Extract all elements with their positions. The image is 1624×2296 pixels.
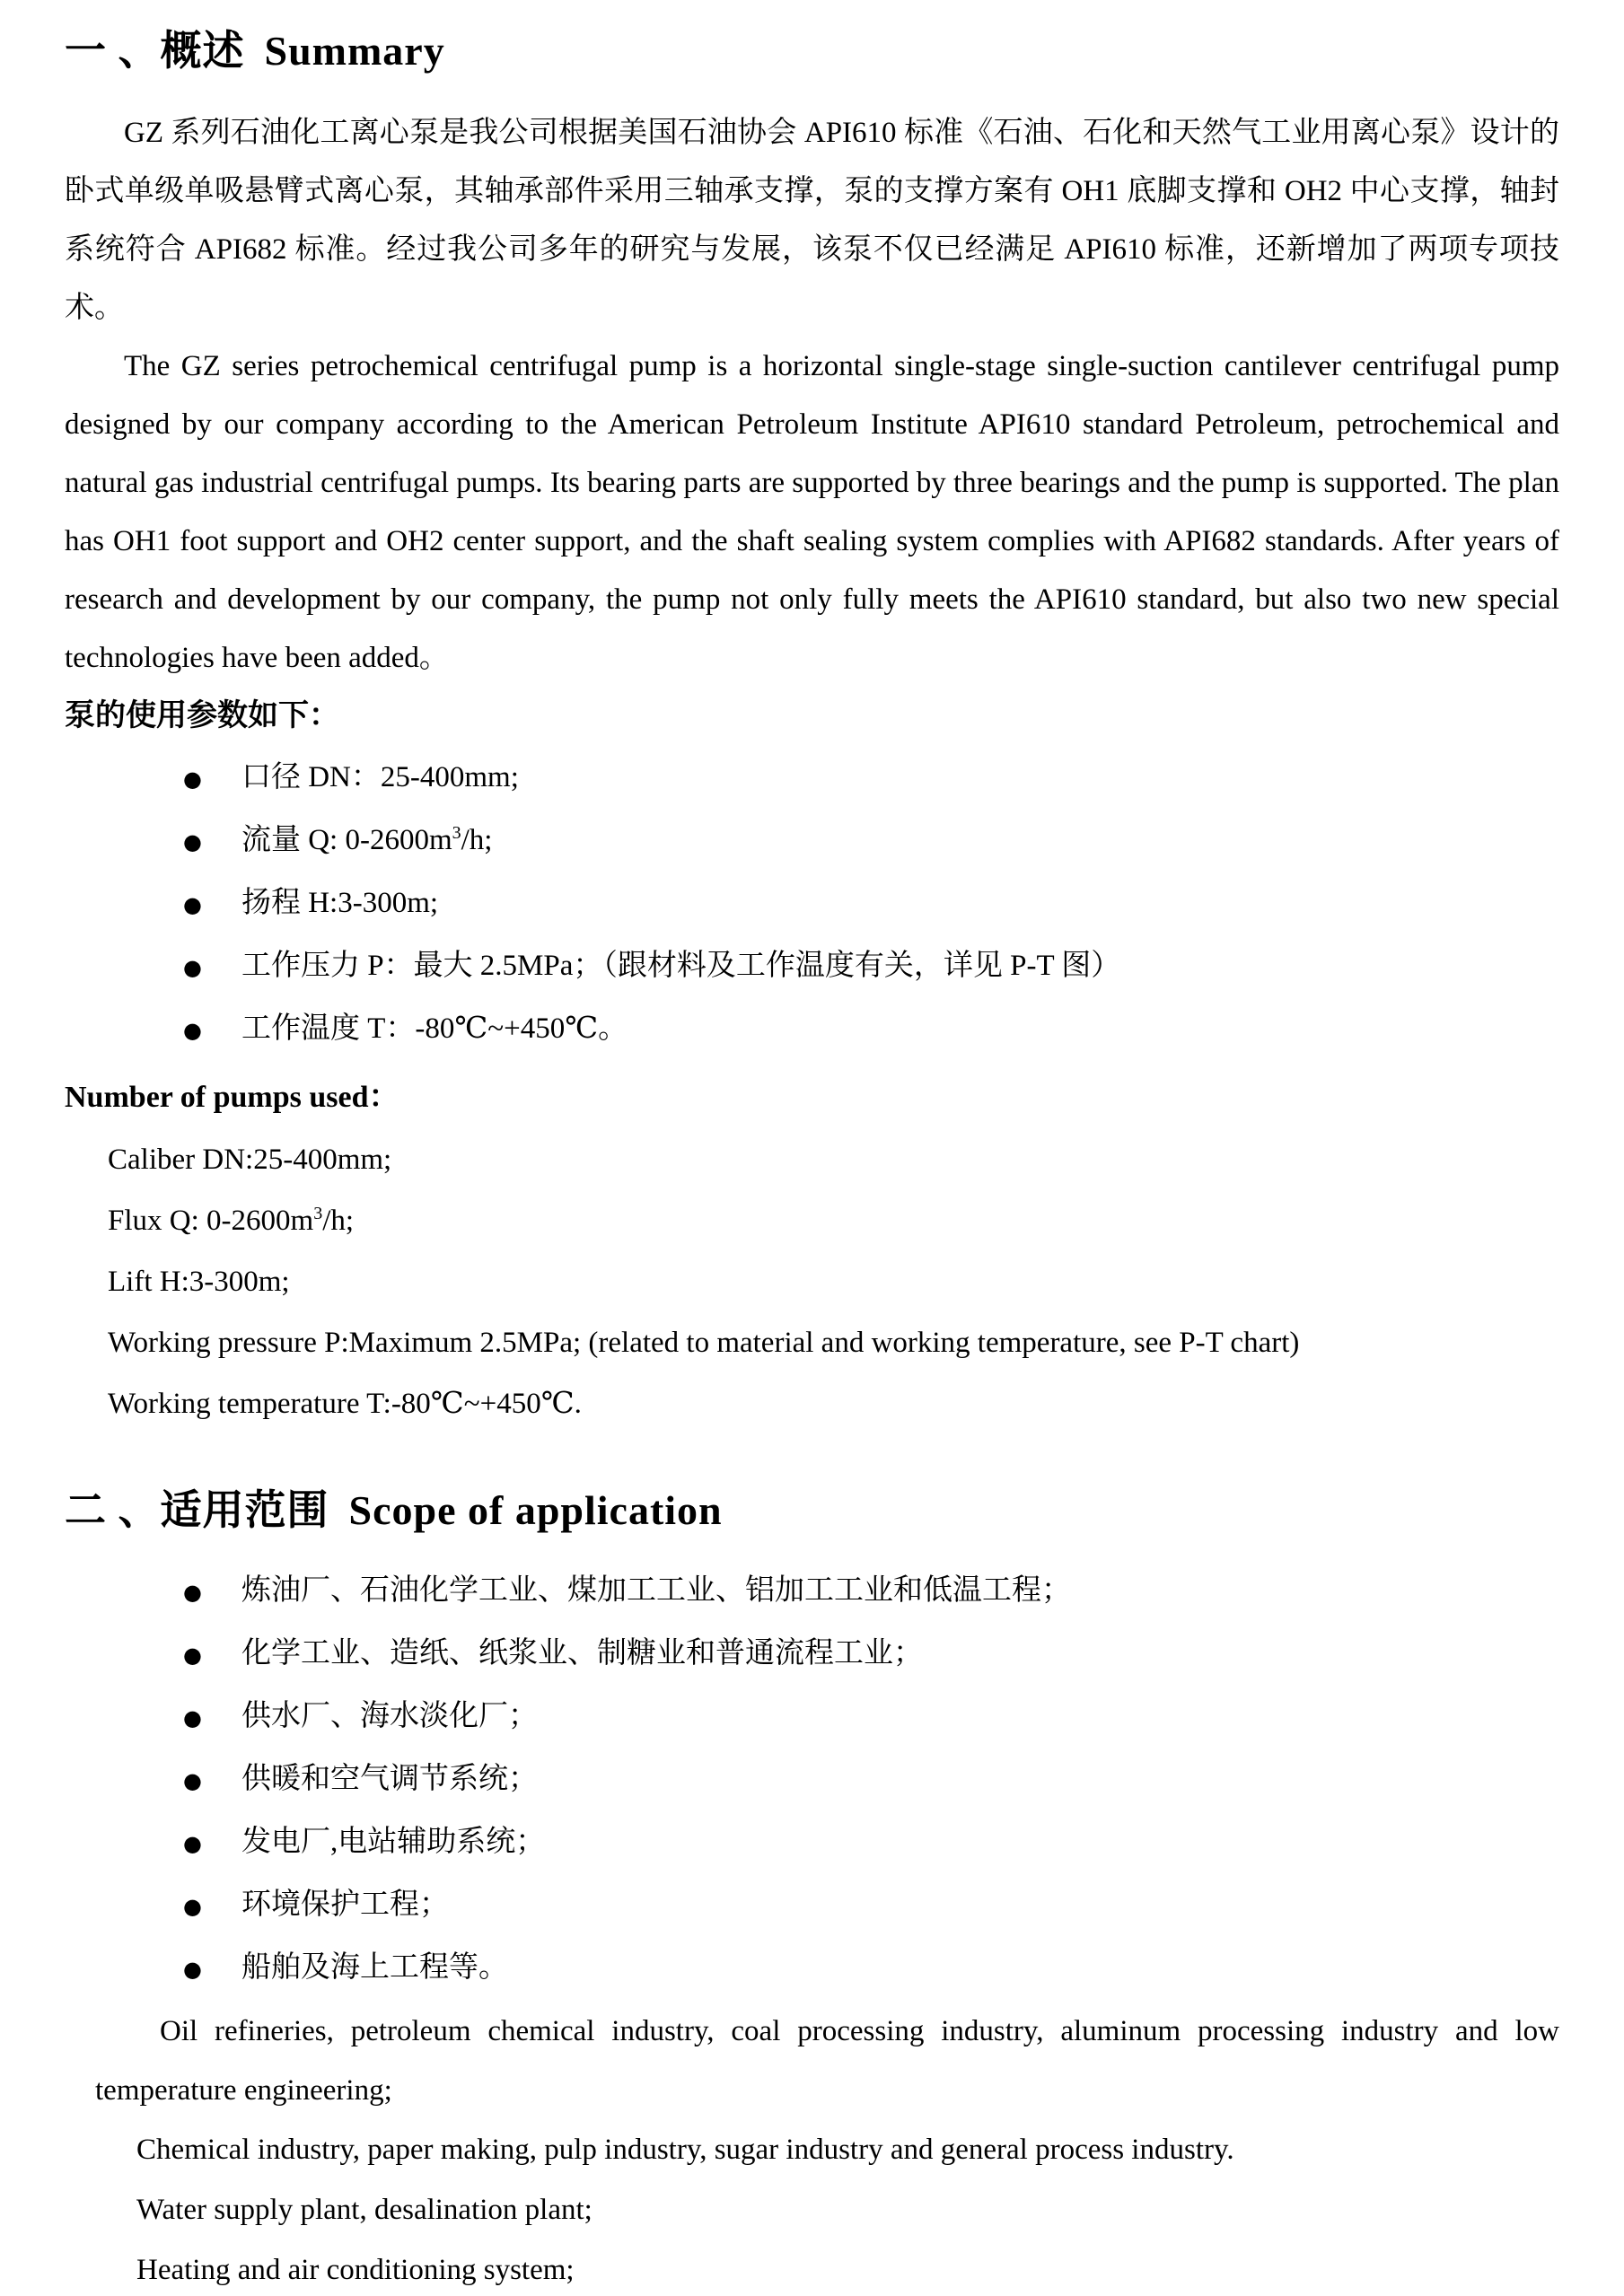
application-item-text: 化学工业、造纸、纸浆业、制糖业和普通流程工业； <box>241 1637 923 1669</box>
pump-params-en-heading: Number of pumps used： <box>65 1081 399 1114</box>
list-item <box>65 1623 1559 1686</box>
bullet-icon: ● <box>183 1831 202 1856</box>
param-zh-lift <box>241 872 1559 933</box>
pump-params-zh-list <box>65 747 1559 1061</box>
summary-paragraph-en: The GZ series petrochemical centrifugal pump is a horizontal single-stage single-suction cantilever centrifugal pump designed by our company according to the American Petroleum Institute API610 standard Petroleum, petrochemical and natural gas industrial centrifugal pumps. Its bearing parts are supported by three bearings and the pump is supported. The plan has OH1 foot support and OH2 center support, and the shaft sealing system complies with API682 standards. After years of research and development by our company, the pump not only fully meets the API610 standard, but also two new special technologies have been added。 <box>65 350 1559 674</box>
list-item <box>65 747 1559 810</box>
list-item <box>65 998 1559 1061</box>
bullet-icon: ● <box>183 1580 202 1605</box>
list-item <box>65 1251 1559 1312</box>
bullet-icon: ● <box>183 1643 202 1668</box>
param-text: /h; <box>461 824 493 856</box>
application-item-text: 炼油厂、石油化学工业、煤加工工业、铝加工工业和低温工程； <box>241 1574 1071 1607</box>
bullet-icon: ● <box>183 1018 202 1043</box>
bullet-icon: ● <box>183 1894 202 1919</box>
list-item <box>65 1686 1559 1748</box>
section2-heading-zh: 二 、适用范围 <box>65 1487 329 1533</box>
section1-heading <box>65 18 1559 77</box>
list-item <box>65 810 1559 872</box>
param-text: 流量 Q: 0-2600m <box>241 824 452 856</box>
param-zh-caliber <box>241 747 1559 808</box>
application-item-text: 发电厂,电站辅助系统； <box>241 1826 546 1858</box>
list-item <box>65 872 1559 935</box>
param-text: Caliber DN:25-400mm; <box>108 1144 392 1176</box>
list-item <box>65 1312 1559 1373</box>
list-item <box>65 1560 1559 1623</box>
list-item <box>65 1190 1559 1251</box>
param-zh-pressure <box>241 935 1559 996</box>
param-zh-flux <box>241 810 1559 871</box>
param-zh-temperature <box>241 998 1559 1059</box>
param-text: 工作温度 T：-80℃~+450℃。 <box>241 1012 628 1045</box>
param-text: 扬程 H:3-300m; <box>241 887 439 919</box>
application-paragraph-en: Chemical industry, paper making, pulp industry, sugar industry and general process industry. <box>136 2134 1234 2166</box>
param-text: 工作压力 P：最大 2.5MPa；（跟材料及工作温度有关，详见 P-T 图） <box>241 950 1121 982</box>
list-item <box>65 1748 1559 1811</box>
list-item <box>65 1937 1559 2000</box>
section2-heading-en: Scope of application <box>348 1487 723 1533</box>
bullet-icon: ● <box>183 955 202 980</box>
bullet-icon: ● <box>183 1768 202 1793</box>
list-item <box>65 1129 1559 1190</box>
application-list <box>65 1560 1559 2000</box>
bullet-icon: ● <box>183 1705 202 1731</box>
application-item-text: 船舶及海上工程等。 <box>241 1951 508 1984</box>
pump-params-en-list <box>65 1129 1559 1434</box>
bullet-icon: ● <box>183 829 202 854</box>
param-text: Working pressure P:Maximum 2.5MPa; (related to material and working temperature, see P-T chart) <box>108 1327 1300 1359</box>
section1-heading-en: Summary <box>264 28 445 74</box>
list-item <box>65 1373 1559 1434</box>
application-paragraph-en: Heating and air conditioning system; <box>136 2254 575 2286</box>
bullet-icon: ● <box>183 892 202 917</box>
param-text: Working temperature T:-80℃~+450℃. <box>108 1388 582 1420</box>
param-text: 口径 DN：25-400mm; <box>241 761 519 793</box>
application-item-text: 供水厂、海水淡化厂； <box>241 1700 538 1732</box>
application-paragraph-en: Oil refineries, petroleum chemical industry, coal processing industry, aluminum processing industry and low temperature engineering; <box>95 2015 1559 2107</box>
list-item <box>65 1874 1559 1937</box>
summary-paragraph-zh: GZ 系列石油化工离心泵是我公司根据美国石油协会 API610 标准《石油、石化和天然气工业用离心泵》设计的卧式单级单吸悬臂式离心泵，其轴承部件采用三轴承支撑，泵的支撑方案有 OH1 底脚支撑和 OH2 中心支撑，轴封系统符合 API682 标准。经过我公司多年的研究与发展，该泵不仅已经满足 API610 标准，还新增加了两项专项技术。 <box>65 117 1559 324</box>
param-text: Lift H:3-300m; <box>108 1266 290 1298</box>
section2-heading <box>65 1477 1559 1537</box>
param-text: Flux Q: 0-2600m <box>108 1205 314 1237</box>
list-item <box>65 935 1559 998</box>
param-superscript: 3 <box>452 823 461 843</box>
param-text: /h; <box>322 1205 355 1237</box>
pump-params-zh-heading: 泵的使用参数如下： <box>65 699 339 732</box>
application-item-text: 供暖和空气调节系统； <box>241 1763 538 1795</box>
param-superscript: 3 <box>313 1204 323 1223</box>
list-item <box>65 1811 1559 1874</box>
application-item-text: 环境保护工程； <box>241 1889 449 1921</box>
section1-heading-zh: 一 、概述 <box>65 28 245 74</box>
application-paragraph-en: Water supply plant, desalination plant; <box>136 2194 593 2226</box>
bullet-icon: ● <box>183 767 202 792</box>
bullet-icon: ● <box>183 1957 202 1982</box>
